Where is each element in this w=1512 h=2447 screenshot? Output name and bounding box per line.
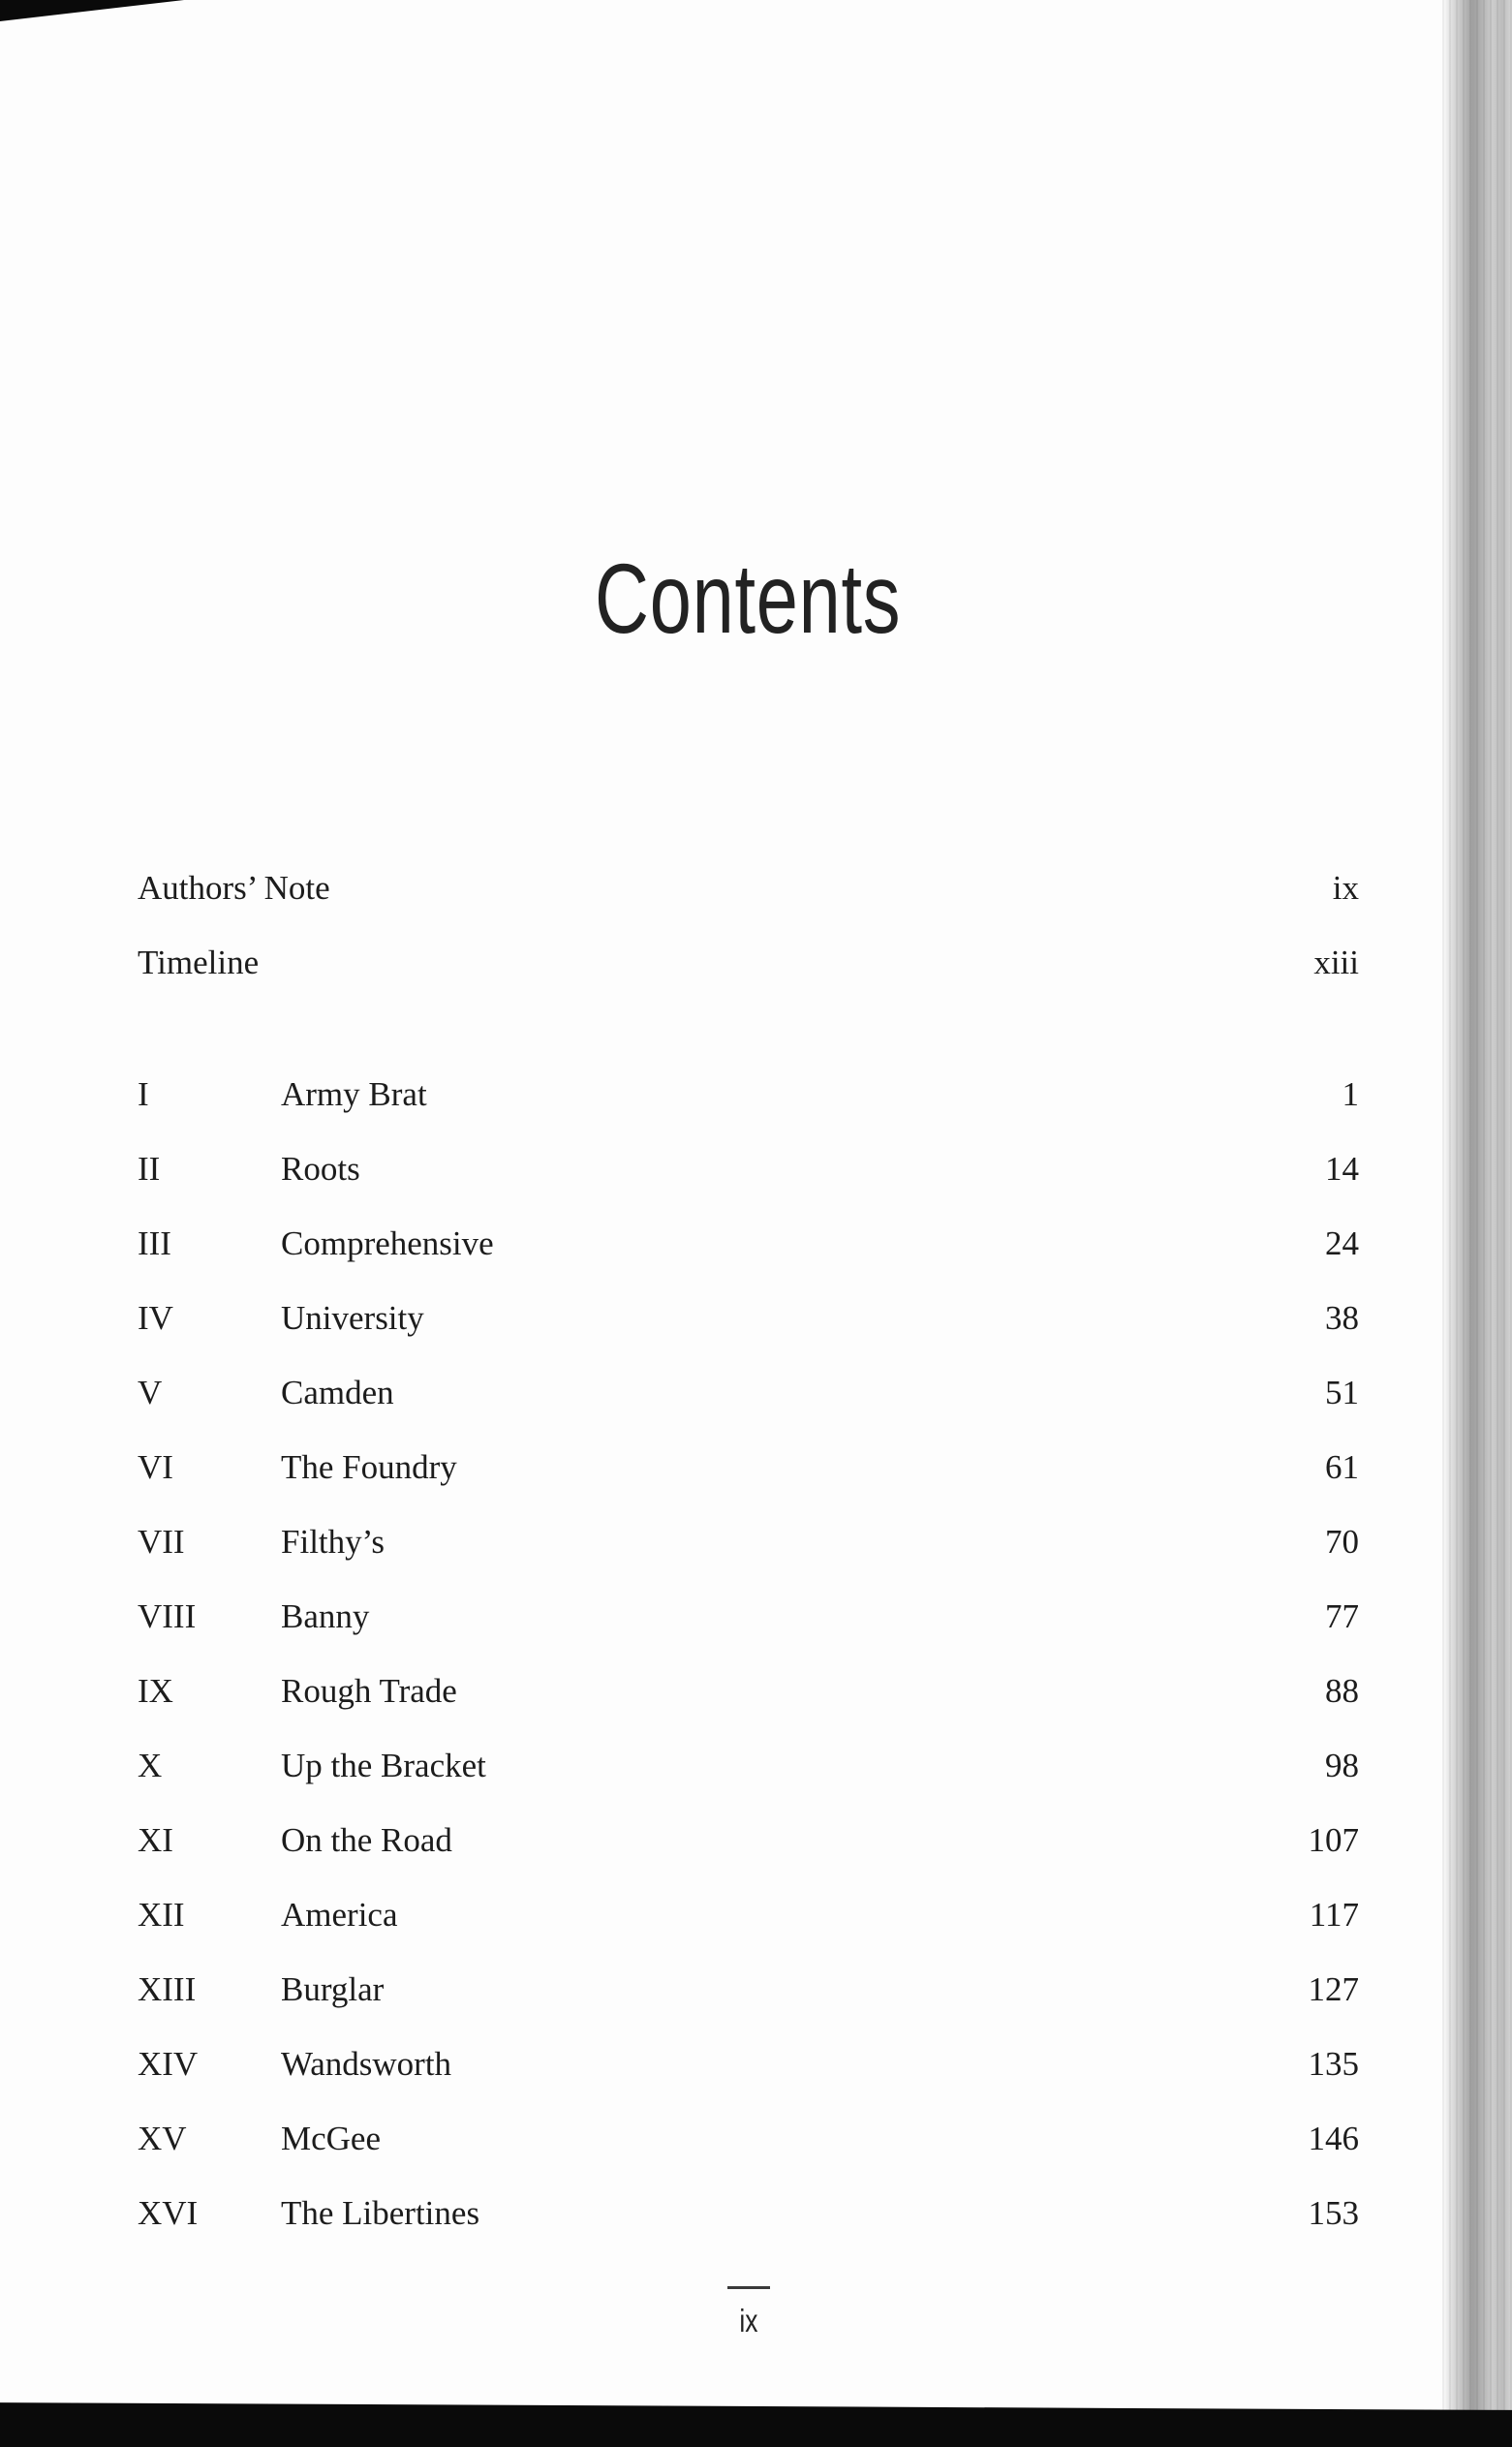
toc-row bbox=[138, 925, 1359, 1000]
chapter-title: Rough Trade bbox=[281, 1671, 457, 1710]
chapter-title: Camden bbox=[281, 1373, 394, 1411]
chapter-numeral: VIII bbox=[138, 1596, 197, 1635]
chapter-numeral: X bbox=[138, 1746, 163, 1784]
chapter-list bbox=[138, 1057, 1359, 2250]
chapter-page: 38 bbox=[1325, 1298, 1359, 1337]
front-matter-label: Timeline bbox=[138, 943, 260, 981]
chapter-title: Army Brat bbox=[281, 1074, 427, 1113]
toc-row bbox=[138, 1877, 1359, 1952]
chapter-title: Filthy’s bbox=[281, 1522, 385, 1561]
scan-bottom-bar-artifact bbox=[0, 2393, 1512, 2447]
folio-rule bbox=[727, 2286, 770, 2289]
chapter-title: Comprehensive bbox=[281, 1224, 494, 1262]
chapter-page: 135 bbox=[1308, 2044, 1359, 2083]
front-matter-page: ix bbox=[1332, 868, 1359, 907]
folio-block bbox=[138, 2286, 1359, 2339]
page-title-text: Contents bbox=[595, 543, 902, 654]
toc-row bbox=[138, 2101, 1359, 2176]
chapter-title: Wandsworth bbox=[281, 2044, 452, 2083]
chapter-numeral: I bbox=[138, 1074, 149, 1113]
front-matter-list bbox=[138, 851, 1359, 1000]
chapter-numeral: XVI bbox=[138, 2193, 199, 2232]
folio-page-number: ix bbox=[738, 2303, 758, 2339]
chapter-page: 146 bbox=[1308, 2119, 1359, 2157]
chapter-title: Roots bbox=[281, 1149, 360, 1188]
chapter-numeral: IV bbox=[138, 1298, 173, 1337]
toc-row bbox=[138, 1131, 1359, 1206]
chapter-page: 61 bbox=[1325, 1447, 1359, 1486]
toc-row bbox=[138, 1430, 1359, 1504]
chapter-title: Up the Bracket bbox=[281, 1746, 486, 1784]
toc-row bbox=[138, 1803, 1359, 1877]
chapter-page: 1 bbox=[1342, 1074, 1359, 1113]
toc-row bbox=[138, 1728, 1359, 1803]
chapter-page: 77 bbox=[1325, 1596, 1359, 1635]
chapter-title: On the Road bbox=[281, 1820, 452, 1859]
chapter-page: 70 bbox=[1325, 1522, 1359, 1561]
chapter-page: 107 bbox=[1308, 1820, 1359, 1859]
toc-row bbox=[138, 1355, 1359, 1430]
chapter-numeral: XII bbox=[138, 1895, 185, 1934]
chapter-page: 127 bbox=[1308, 1969, 1359, 2008]
chapter-page: 88 bbox=[1325, 1671, 1359, 1710]
chapter-title: University bbox=[281, 1298, 424, 1337]
chapter-numeral: II bbox=[138, 1149, 161, 1188]
chapter-numeral: XI bbox=[138, 1820, 173, 1859]
toc-row bbox=[138, 851, 1359, 925]
chapter-numeral: VI bbox=[138, 1447, 173, 1486]
toc-row bbox=[138, 1654, 1359, 1728]
chapter-page: 51 bbox=[1325, 1373, 1359, 1411]
chapter-title: The Foundry bbox=[281, 1447, 457, 1486]
chapter-numeral: XIV bbox=[138, 2044, 199, 2083]
page-edge-strip bbox=[1442, 0, 1512, 2447]
toc-row bbox=[138, 1206, 1359, 1281]
chapter-title: Burglar bbox=[281, 1969, 385, 2008]
chapter-page: 117 bbox=[1309, 1895, 1359, 1934]
toc-row bbox=[138, 1057, 1359, 1131]
toc-row bbox=[138, 2027, 1359, 2101]
toc-row bbox=[138, 1579, 1359, 1654]
scan-corner-artifact bbox=[0, 0, 184, 21]
chapter-numeral: IX bbox=[138, 1671, 173, 1710]
chapter-numeral: V bbox=[138, 1373, 163, 1411]
chapter-title: The Libertines bbox=[281, 2193, 480, 2232]
toc-row bbox=[138, 1281, 1359, 1355]
front-matter-label: Authors’ Note bbox=[138, 868, 330, 907]
chapter-title: Banny bbox=[281, 1596, 370, 1635]
chapter-page: 98 bbox=[1325, 1746, 1359, 1784]
chapter-title: McGee bbox=[281, 2119, 382, 2157]
toc-row bbox=[138, 1952, 1359, 2027]
page-title bbox=[138, 542, 1359, 656]
chapter-page: 153 bbox=[1308, 2193, 1359, 2232]
chapter-numeral: III bbox=[138, 1224, 171, 1262]
toc-row bbox=[138, 1504, 1359, 1579]
chapter-numeral: XIII bbox=[138, 1969, 197, 2008]
chapter-numeral: VII bbox=[138, 1522, 185, 1561]
front-matter-page: xiii bbox=[1313, 943, 1359, 981]
chapter-title: America bbox=[281, 1895, 398, 1934]
chapter-page: 24 bbox=[1325, 1224, 1359, 1262]
chapter-page: 14 bbox=[1325, 1149, 1359, 1188]
toc-row bbox=[138, 2176, 1359, 2250]
chapter-numeral: XV bbox=[138, 2119, 187, 2157]
